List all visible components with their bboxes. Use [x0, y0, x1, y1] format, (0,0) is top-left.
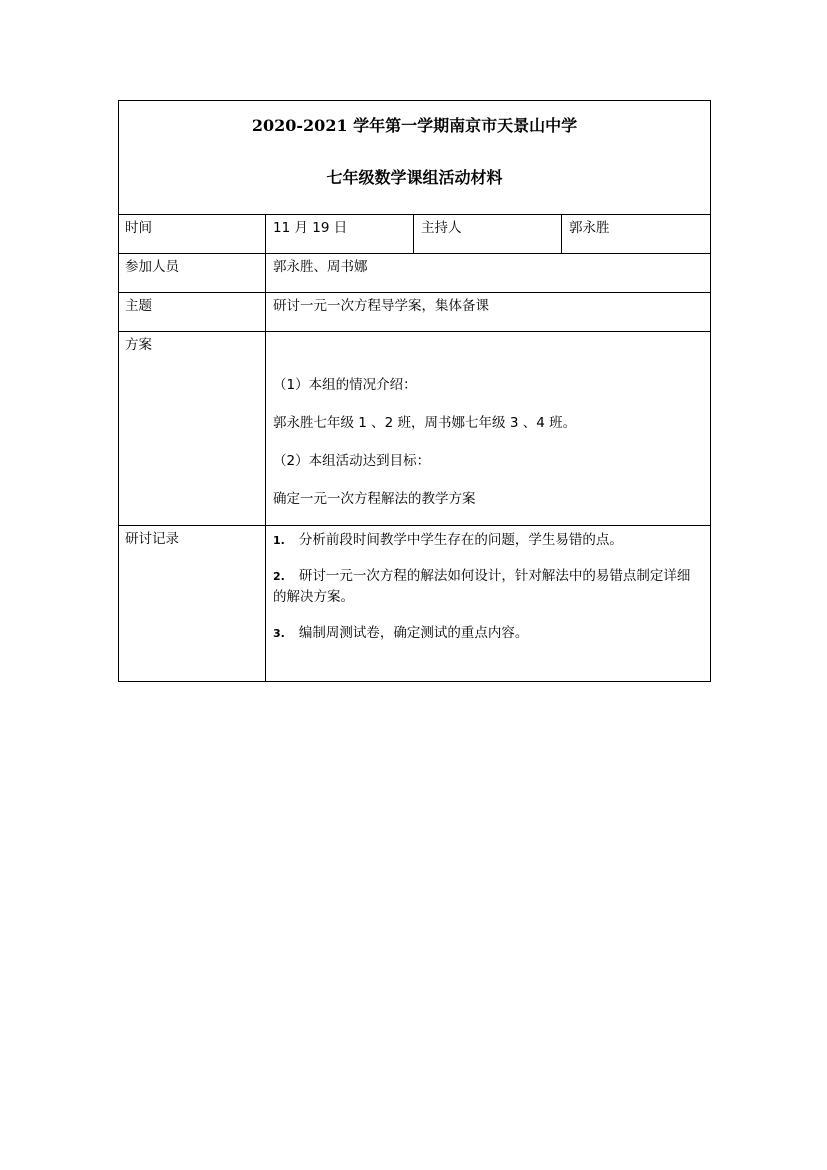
record-item-number: 3. [273, 627, 285, 640]
record-item [273, 530, 703, 551]
document-subtitle: 七年级数学课组活动材料 [326, 168, 503, 187]
record-item-number: 1. [273, 534, 285, 547]
record-item-text: 编制周测试卷，确定测试的重点内容。 [298, 625, 529, 641]
record-item-number: 2. [273, 570, 285, 583]
activity-record-table [118, 100, 711, 682]
record-item [273, 566, 703, 608]
document-title: 2020-2021 学年第一学期南京市天景山中学 [251, 116, 578, 135]
record-item-text: 研讨一元一次方程的解法如何设计，针对解法中的易错点制定详细的解决方案。 [273, 568, 691, 605]
host-value: 郭永胜 [562, 215, 711, 254]
plan-label: 方案 [119, 332, 266, 526]
participants-label: 参加人员 [119, 254, 266, 293]
plan-line: 确定一元一次方程解法的教学方案 [273, 491, 476, 507]
plan-content [266, 332, 711, 526]
record-item [273, 623, 703, 644]
plan-line: （1）本组的情况介绍： [273, 377, 417, 393]
record-item-text: 分析前段时间教学中学生存在的问题，学生易错的点。 [298, 532, 623, 548]
plan-line: （2）本组活动达到目标： [273, 453, 431, 469]
time-value: 11 月 19 日 [266, 215, 414, 254]
time-label: 时间 [119, 215, 266, 254]
topic-label: 主题 [119, 293, 266, 332]
title-cell [119, 101, 711, 215]
topic-value: 研讨一元一次方程导学案，集体备课 [266, 293, 711, 332]
record-content [266, 526, 711, 682]
participants-value: 郭永胜、周书娜 [266, 254, 711, 293]
host-label: 主持人 [414, 215, 562, 254]
record-label: 研讨记录 [119, 526, 266, 682]
plan-line: 郭永胜七年级 1 、2 班，周书娜七年级 3 、4 班。 [273, 415, 577, 431]
